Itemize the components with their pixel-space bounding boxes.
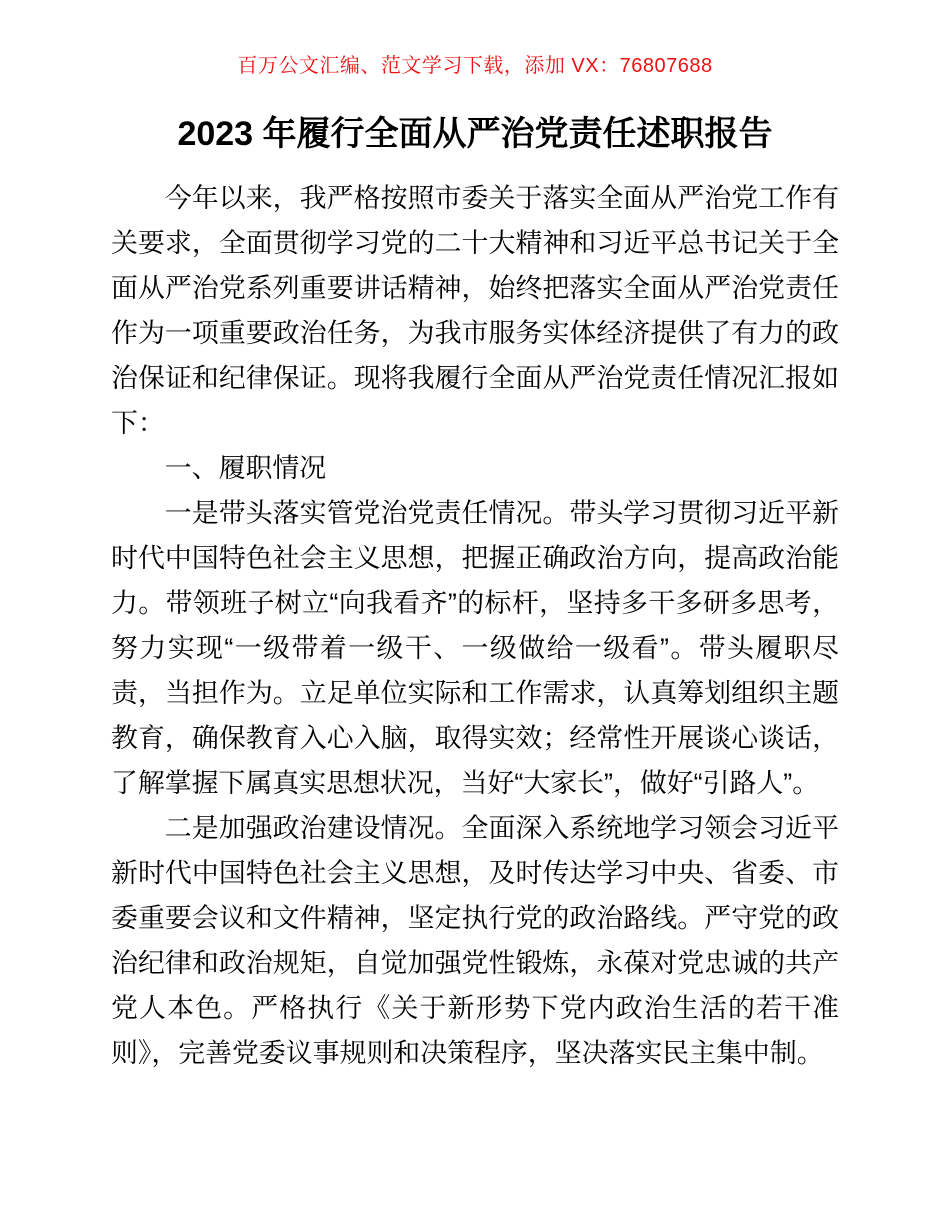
promo-banner: 百万公文汇编、范文学习下载，添加 VX：76807688 [237, 55, 713, 77]
paragraph: 今年以来，我严格按照市委关于落实全面从严治党工作有关要求，全面贯彻学习党的二十大精神和习近平总书记关于全面从严治党系列重要讲话精神，始终把落实全面从严治党责任作为一项重要政治任务，为我市服务实体经济提供了有力的政治保证和纪律保证。现将我履行全面从严治党责任情况汇报如下： [111, 183, 839, 438]
paragraph: 二是加强政治建设情况。全面深入系统地学习领会习近平新时代中国特色社会主义思想，及时传达学习中央、省委、市委重要会议和文件精神，坚定执行党的政治路线。严守党的政治纪律和政治规矩，自觉加强党性锻炼，永葆对党忠诚的共产党人本色。严格执行《关于新形势下党内政治生活的若干准则》，完善党委议事规则和决策程序，坚决落实民主集中制。 [111, 813, 839, 1068]
section-heading: 一、履职情况 [164, 453, 327, 483]
document-body [111, 176, 839, 1076]
document-title: 2023 年履行全面从严治党责任述职报告 [177, 115, 773, 153]
paragraph: 一是带头落实管党治党责任情况。带头学习贯彻习近平新时代中国特色社会主义思想，把握正确政治方向，提高政治能力。带领班子树立“向我看齐”的标杆，坚持多干多研多思考，努力实现“一级带着一级干、一级做给一级看”。带头履职尽责，当担作为。立足单位实际和工作需求，认真筹划组织主题教育，确保教育入心入脑，取得实效；经常性开展谈心谈话，了解掌握下属真实思想状况，当好“大家长”，做好“引路人”。 [111, 498, 839, 798]
